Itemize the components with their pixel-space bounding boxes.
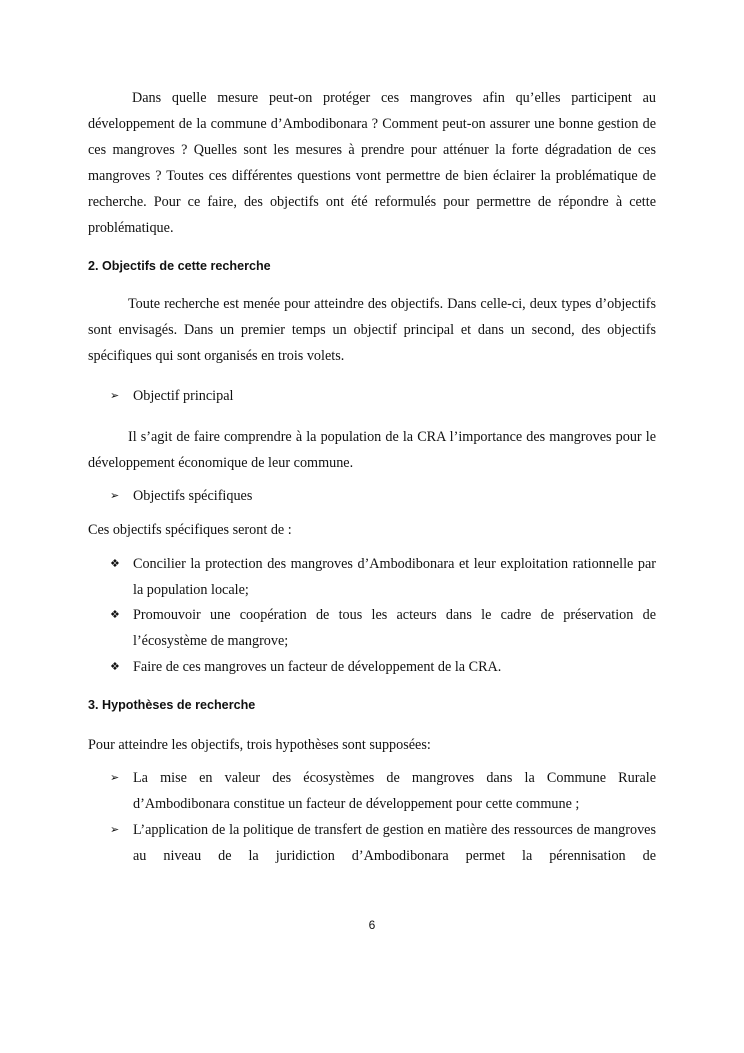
arrow-bullet-icon: ➢ [110, 771, 120, 784]
arrow-bullet-icon: ➢ [110, 389, 120, 402]
list-item [110, 602, 656, 654]
intro-paragraph: Dans quelle mesure peut-on protéger ces mangroves afin qu’elles participent au développement de la commune d’Ambodibonara ? Comment peut-on assurer une bonne gestion de ces mangroves ? Quelles sont les mesures à prendre pour atténuer la forte dégradation de ces mangroves ? Toutes ces différentes questions vont permettre de bien éclairer la problématique de recherche. Pour ce faire, des objectifs ont été reformulés pour permettre de répondre à cette problématique. [88, 90, 656, 236]
list-item-text: Concilier la protection des mangroves d’Ambodibonara et leur exploitation rationnelle par la population locale; [133, 556, 656, 598]
section-2-heading: 2. Objectifs de cette recherche [88, 259, 271, 273]
list-item-text: Promouvoir une coopération de tous les acteurs dans le cadre de préservation de l’écosystème de mangrove; [133, 607, 656, 649]
section-2-paragraph: Toute recherche est menée pour atteindre des objectifs. Dans celle-ci, deux types d’objectifs sont envisagés. Dans un premier temps un objectif principal et dans un second, des objectifs spécifiques qui sont organisés en trois volets. [88, 296, 656, 364]
list-item [110, 817, 656, 869]
list-item [110, 765, 656, 817]
objective-principal-label: Objectif principal [133, 388, 234, 404]
objectives-specific-label: Objectifs spécifiques [133, 488, 253, 504]
section-3-intro: Pour atteindre les objectifs, trois hypothèses sont supposées: [88, 737, 431, 753]
objectives-specific-item [110, 483, 656, 509]
arrow-bullet-icon: ➢ [110, 489, 120, 502]
objective-principal-text: Il s’agit de faire comprendre à la population de la CRA l’importance des mangroves pour le développement économique de leur commune. [88, 429, 656, 471]
arrow-bullet-icon: ➢ [110, 823, 120, 836]
list-item [110, 551, 656, 603]
objectives-specific-intro: Ces objectifs spécifiques seront de : [88, 522, 292, 538]
list-item [110, 654, 656, 680]
list-item-text: La mise en valeur des écosystèmes de mangroves dans la Commune Rurale d’Ambodibonara constitue un facteur de développement pour cette commune ; [133, 770, 656, 812]
diamond-bullet-icon: ❖ [110, 608, 120, 621]
page-number: 6 [368, 918, 376, 932]
objective-principal-item [110, 383, 656, 409]
list-item-text: Faire de ces mangroves un facteur de développement de la CRA. [133, 659, 502, 675]
section-3-heading: 3. Hypothèses de recherche [88, 698, 256, 712]
list-item-text: L’application de la politique de transfert de gestion en matière des ressources de mangroves au niveau de la juridiction d’Ambodibonara permet la pérennisation de [133, 822, 656, 864]
diamond-bullet-icon: ❖ [110, 557, 120, 570]
diamond-bullet-icon: ❖ [110, 660, 120, 673]
